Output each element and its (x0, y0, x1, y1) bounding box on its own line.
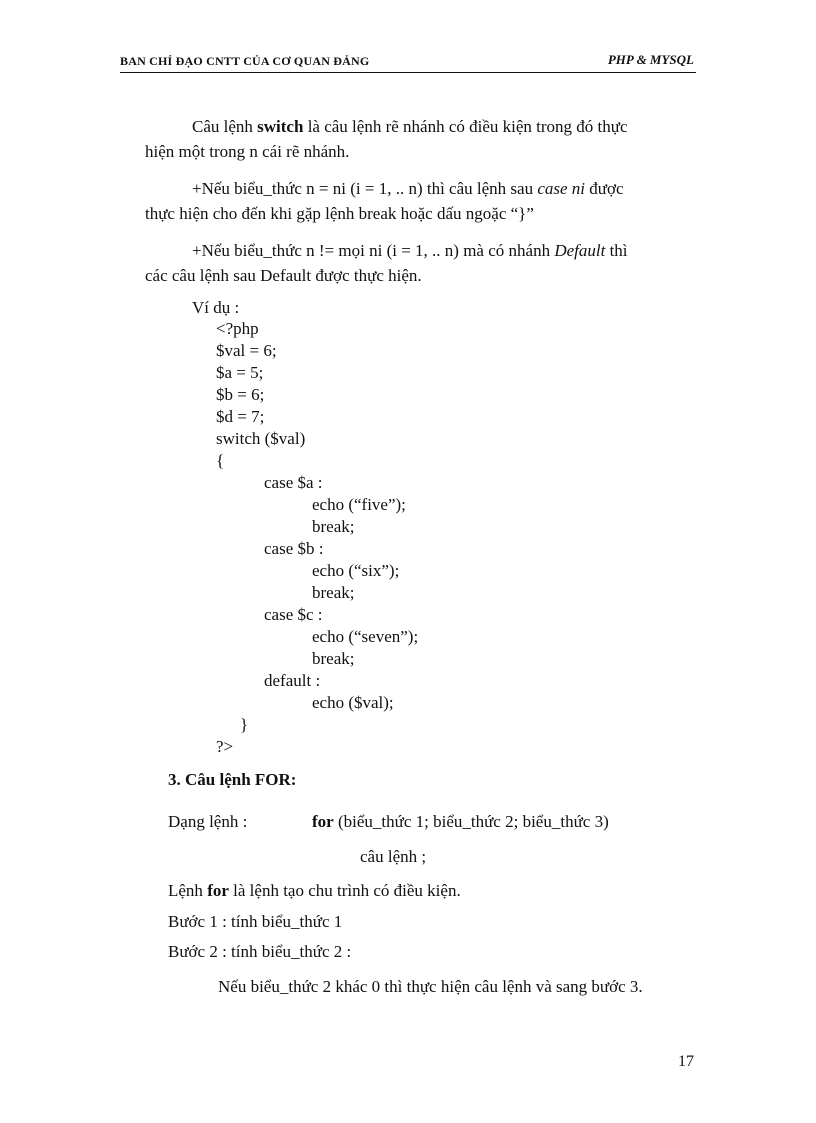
syntax-line (312, 811, 609, 833)
keyword-for: for (207, 881, 229, 900)
text-span: thì (605, 241, 628, 260)
step-2-detail: Nếu biểu_thức 2 khác 0 thì thực hiện câu lệnh và sang bước 3. (218, 977, 643, 996)
syntax-body: câu lệnh ; (360, 847, 427, 866)
text-span: Lệnh (168, 881, 208, 900)
step-1: Bước 1 : tính biểu_thức 1 (168, 912, 343, 931)
text-span: là lệnh tạo chu trình có điều kiện. (228, 881, 461, 900)
header-rule (120, 72, 696, 73)
italic-case-ni: case ni (537, 179, 586, 198)
for-description (168, 880, 461, 902)
code-line: ?> (216, 737, 234, 756)
text-span: +Nếu biểu_thức n = ni (i = 1, .. n) thì câu lệnh sau (192, 179, 538, 198)
keyword-for: for (312, 812, 334, 831)
text-span: được (585, 179, 624, 198)
code-line: echo (“seven”); (312, 627, 419, 646)
code-line: } (240, 715, 249, 734)
keyword-switch: switch (257, 117, 304, 136)
code-line: echo ($val); (312, 693, 394, 712)
text-span: Câu lệnh (192, 117, 258, 136)
code-line: $d = 7; (216, 407, 265, 426)
code-line: echo (“five”); (312, 495, 406, 514)
code-line: case $b : (264, 539, 324, 558)
code-line: $a = 5; (216, 363, 264, 382)
intro-paragraph-3-line-1 (192, 240, 628, 262)
italic-default: Default (554, 241, 606, 260)
step-2: Bước 2 : tính biểu_thức 2 : (168, 942, 352, 961)
intro-paragraph-3-line-2: các câu lệnh sau Default được thực hiện. (145, 266, 422, 285)
code-line: $b = 6; (216, 385, 265, 404)
code-line: echo (“six”); (312, 561, 400, 580)
syntax-label: Dạng lệnh : (168, 812, 248, 831)
code-line: $val = 6; (216, 341, 277, 360)
code-line: break; (312, 583, 355, 602)
code-line: { (216, 451, 225, 470)
text-span: (biểu_thức 1; biểu_thức 2; biểu_thức 3) (333, 812, 609, 831)
running-header-left: BAN CHỈ ĐẠO CNTT CỦA CƠ QUAN ĐẢNG (120, 54, 370, 68)
intro-paragraph-2-line-1 (192, 178, 624, 200)
intro-paragraph-1-line-1 (192, 116, 628, 138)
code-line: default : (264, 671, 321, 690)
code-line: break; (312, 517, 355, 536)
running-header-right: PHP & MYSQL (607, 52, 694, 67)
page-number: 17 (678, 1053, 694, 1070)
text-span: +Nếu biểu_thức n != mọi ni (i = 1, .. n) mà có nhánh (192, 241, 555, 260)
example-label: Ví dụ : (192, 298, 240, 317)
code-line: break; (312, 649, 355, 668)
code-line: case $c : (264, 605, 323, 624)
text-span: là câu lệnh rẽ nhánh có điều kiện trong đó thực (303, 117, 628, 136)
code-line: case $a : (264, 473, 323, 492)
section-heading: 3. Câu lệnh FOR: (168, 770, 297, 789)
intro-paragraph-2-line-2: thực hiện cho đến khi gặp lệnh break hoặc dấu ngoặc “}” (145, 204, 534, 223)
intro-paragraph-1-line-2: hiện một trong n cái rẽ nhánh. (145, 142, 350, 161)
code-line: <?php (216, 319, 259, 338)
code-line: switch ($val) (216, 429, 306, 448)
